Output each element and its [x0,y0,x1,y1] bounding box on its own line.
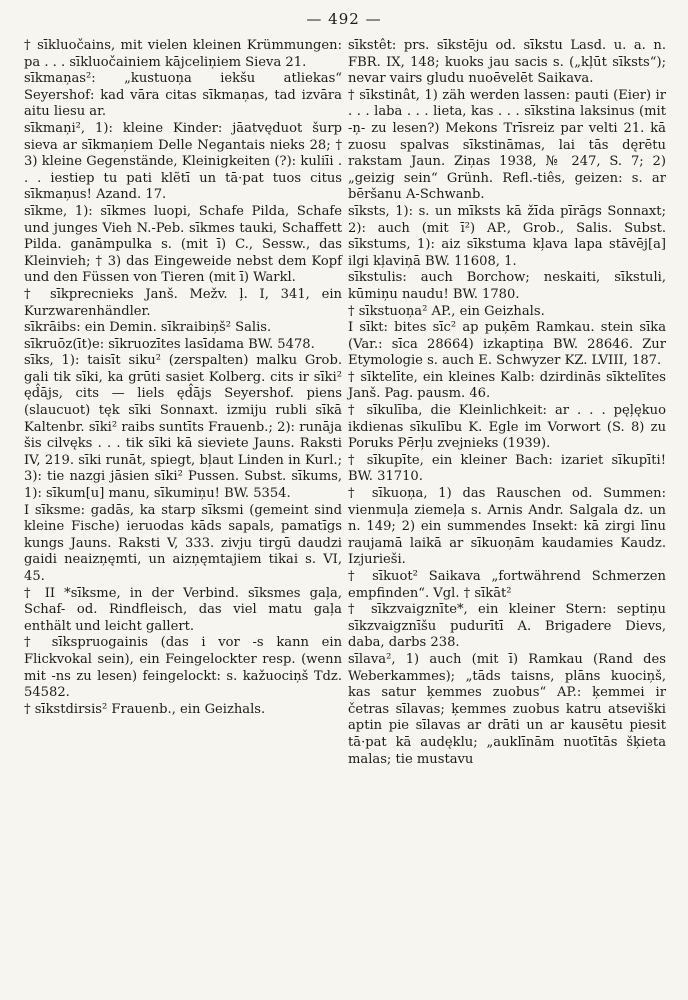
entry-sikstinat: † sīkstinât, 1) zäh werden lassen: pauti (Eier) ir . . . laba . . . lieta, kas . . . sīkstina laksinus (mit -ņ- zu lesen?) Mekons Trīsreiz par velti 21. kā zuosu spalvas sīkstināmas, lai tās dęrētu rakstam Jaun. Ziņas 1938, № 247, S. 7; 2) „geizig sein“ Grünh. Refl.-tiês, geizen: s. ar bēršanu A-Schwanb. [348,87,666,203]
entry-sikupite: † sīkupīte, ein kleiner Bach: izariet sīkupīti! BW. 31710. [348,452,666,485]
entry-siks: sīks, 1): taisīt siku² (zerspalten) malku Grob. gali tik sīki, ka grūti sasiet Kolberg. cits ir sīki² ęd̂ājs, cits — liels ęd̂ājs Seyershof. piens (slaucuot) tęk sīki Sonnaxt. izmiju rubli sīkā Kaltenbr. sīki² raibs suntīts Frauenb.; 2): runāja šis cilvęks . . . tik sīki kā sieviete Jauns. Raksti IV, 219. sīki runāt, spiegt, bļaut Linden in Kurl.; 3): tie nazgi jāsien sīki² Pussen. Subst. sīkums, 1): sīkum[u] manu, sīkumiņu! BW. 5354. [24,353,342,502]
entry-sikuliba: † sīkulība, die Kleinlichkeit: ar . . . pęļękuo ikdienas sīkulību K. Egle im Vorwort (S. 8) zu Poruks Pērļu zvejnieks (1939). [348,403,666,452]
entry-sikuot: † sīkuot² Saikava „fortwährend Schmerzen empfinden“. Vgl. † sīkāt² [348,569,666,601]
entry-sikstdirsis: † sīkstdirsis² Frauenb., ein Geizhals. [24,701,266,717]
page-number: — 492 — [306,10,382,28]
entry-sikme: sīkme, 1): sīkmes luopi, Schafe Pilda, Schafe und junges Vieh N.-Peb. sīkmes tauki, Schaffett Pilda. ganāmpulka s. (mit ī) C., Sessw., das Kleinvieh; † 3) das Eingeweide nebst dem Kopf und den Füssen von Tieren (mit ī) Warkl. [24,203,342,286]
entry-siksme-2: † II *sīksme, in der Verbind. sīksmes gaļa, Schaf- od. Rindfleisch, das viel matu gaļa enthält und leicht gallert. [24,585,342,634]
right-column [348,38,666,768]
entry-sikstuona: † sīkstuoņa² AP., ein Geizhals. [348,303,545,319]
entry-sikstet: sīkstêt: prs. sīkstēju od. sīkstu Lasd. u. a. n. FBR. IX, 148; kuoks jau sacis s. („kļūt sīksts“); nevar vairs gludu nuoēvelēt Saikava. [348,38,666,87]
entry-sikstulis: sīkstulis: auch Borchow; neskaiti, sīkstuli, kūmiņu naudu! BW. 1780. [348,270,666,302]
entry-sikzvaigznite: † sīkzvaigznīte*, ein kleiner Stern: septiņu sīkzvaigznīšu pudurītī A. Brigadere Dievs, daba, darbs 238. [348,602,666,651]
entry-sikraibs: sīkrāibs: ein Demin. sīkraibiņš² Salis. [24,320,272,336]
entry-sikruozite: sīkruōz(īt)e: sīkruozītes lasīdama BW. 5478. [24,336,315,352]
entry-sikprecnieks: † sīkprecnieks Janš. Mežv. ļ. I, 341, ein Kurzwarenhändler. [24,286,342,319]
entry-sikuona: † sīkuoņa, 1) das Rauschen od. Summen: vienmuļa ziemeļa s. Arnis Andr. Salgala dz. un n. 149; 2) ein summendes Insekt: kā zirgi līnu raujamā laikā ar sīkuoņām kaudamies Kaudz. Izjurieši. [348,486,666,568]
entry-siksts: sīksts, 1): s. un mīksts kā žīda pīrāgs Sonnaxt; 2): auch (mit ī²) AP., Grob., Salis. Subst. sīkstums, 1): aiz sīkstuma kļava lapa stāvēj[a] ilgi kļaviņā BW. 11608, 1. [348,203,666,269]
entry-siksme: I sīksme: gadās, ka starp sīksmi (gemeint sind kleine Fische) ieruodas kāds sapals, pamatīgs kungs Jauns. Raksti V, 333. zivju tirgū daudzi gaidi neaizņęmti, un aizņęmtajiem tikai s. VI, 45. [24,502,342,584]
entry-sikmani: sīkmaņi², 1): kleine Kinder: jāatvęduot šurp sieva ar sīkmaņiem Delle Negantais nieks 28; † 3) kleine Gegenstände, Kleinigkeiten (?): kuliīi . . . iestiep tu pati klẽtī un tā·pat tuos citus sīkmaņus! Azand. 17. [24,120,342,203]
entry-siktelite: † sīktelīte, ein kleines Kalb: dzirdinās sīktelītes Janš. Pag. pausm. 46. [348,369,666,402]
entry-sikt: I sīkt: bites sīc² ap puķēm Ramkau. stein sīka (Var.: sīca 28664) izkaptiņa BW. 28646. Zur Etymologie s. auch E. Schwyzer KZ. LVIII, 187. [348,320,666,369]
entry-sikluocains: † sīkluočains, mit vielen kleinen Krümmungen: pa . . . sīkluočainiem kājceliņiem Sieva 21. [24,38,342,70]
entry-silava: sīlava², 1) auch (mit ī) Ramkau (Rand des Weberkammes); „tāds taisns, plāns kuociņš, kas satur ķemmes zuobus“ AP.: ķemmei ir četras sīlavas; ķemmes zuobus katru atseviški aptin pie sīlavas ar drāti un ar kausētu piesit tā·pat kā audęklu; „auklīnām nuotītās šķieta malas; tie mustavu [348,651,666,767]
left-column [24,38,342,718]
entry-sikmanas: sīkmaņas²: „kustuoņa iekšu atliekas“ Seyershof: kad vāra citas sīkmaņas, tad izvāra aitu liesu ar. [24,71,342,120]
entry-sikspruogainis: † sīkspruogainis (das i vor -s kann ein Flickvokal sein), ein Feingelockter resp. (wenn mit -ns zu lesen) feingelockt: s. kažuociņš Tdz. 54582. [24,635,342,701]
